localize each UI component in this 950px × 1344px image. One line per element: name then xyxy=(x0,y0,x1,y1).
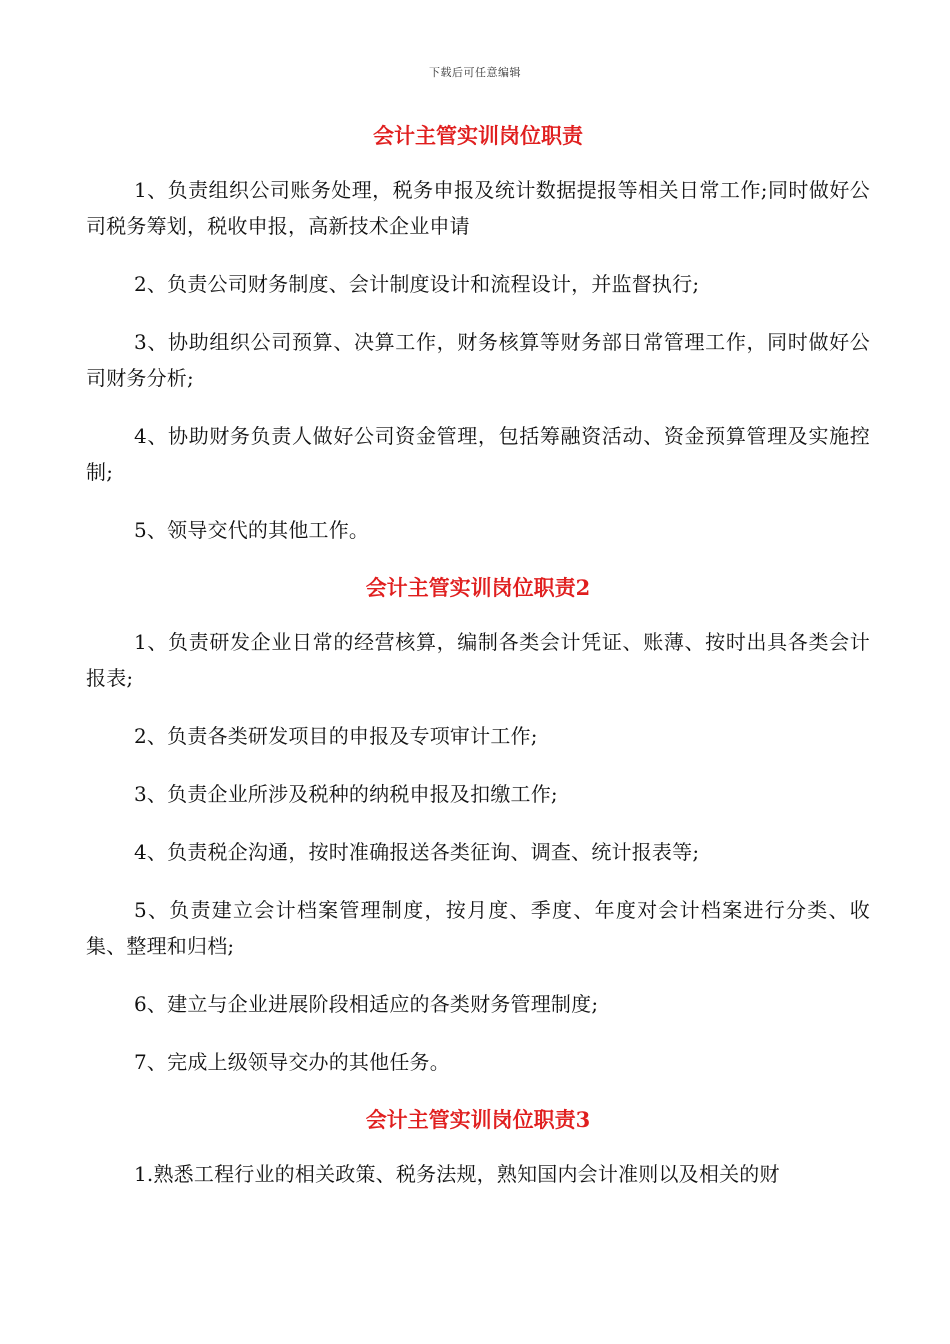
list-item: 3、负责企业所涉及税种的纳税申报及扣缴工作; xyxy=(134,782,558,806)
list-item: 1、负责组织公司账务处理，税务申报及统计数据提报等相关日常工作;同时做好公司税务筹划，税收申报，高新技术企业申请 xyxy=(86,178,870,238)
list-item: 6、建立与企业进展阶段相适应的各类财务管理制度; xyxy=(134,992,599,1016)
list-item: 1、负责研发企业日常的经营核算，编制各类会计凭证、账薄、按时出具各类会计报表; xyxy=(86,630,870,690)
list-item: 4、协助财务负责人做好公司资金管理，包括筹融资活动、资金预算管理及实施控制; xyxy=(86,424,870,484)
list-item: 4、负责税企沟通，按时准确报送各类征询、调查、统计报表等; xyxy=(134,840,700,864)
section-title: 会计主管实训岗位职责2 xyxy=(365,575,591,600)
list-item: 2、负责公司财务制度、会计制度设计和流程设计，并监督执行; xyxy=(134,272,700,296)
list-item: 3、协助组织公司预算、决算工作，财务核算等财务部日常管理工作，同时做好公司财务分析; xyxy=(86,330,870,390)
list-item: 5、领导交代的其他工作。 xyxy=(134,518,370,542)
header-note: 下载后可任意编辑 xyxy=(429,66,521,79)
section-1 xyxy=(86,118,870,548)
list-item: 7、完成上级领导交办的其他任务。 xyxy=(134,1050,450,1074)
section-title: 会计主管实训岗位职责3 xyxy=(365,1107,591,1132)
section-title: 会计主管实训岗位职责 xyxy=(373,123,583,148)
list-item: 1.熟悉工程行业的相关政策、税务法规，熟知国内会计准则以及相关的财 xyxy=(134,1162,780,1186)
document-body xyxy=(86,118,870,1214)
section-3 xyxy=(86,1102,870,1192)
list-item: 5、负责建立会计档案管理制度，按月度、季度、年度对会计档案进行分类、收集、整理和归档; xyxy=(86,898,870,958)
section-2 xyxy=(86,570,870,1080)
list-item: 2、负责各类研发项目的申报及专项审计工作; xyxy=(134,724,538,748)
